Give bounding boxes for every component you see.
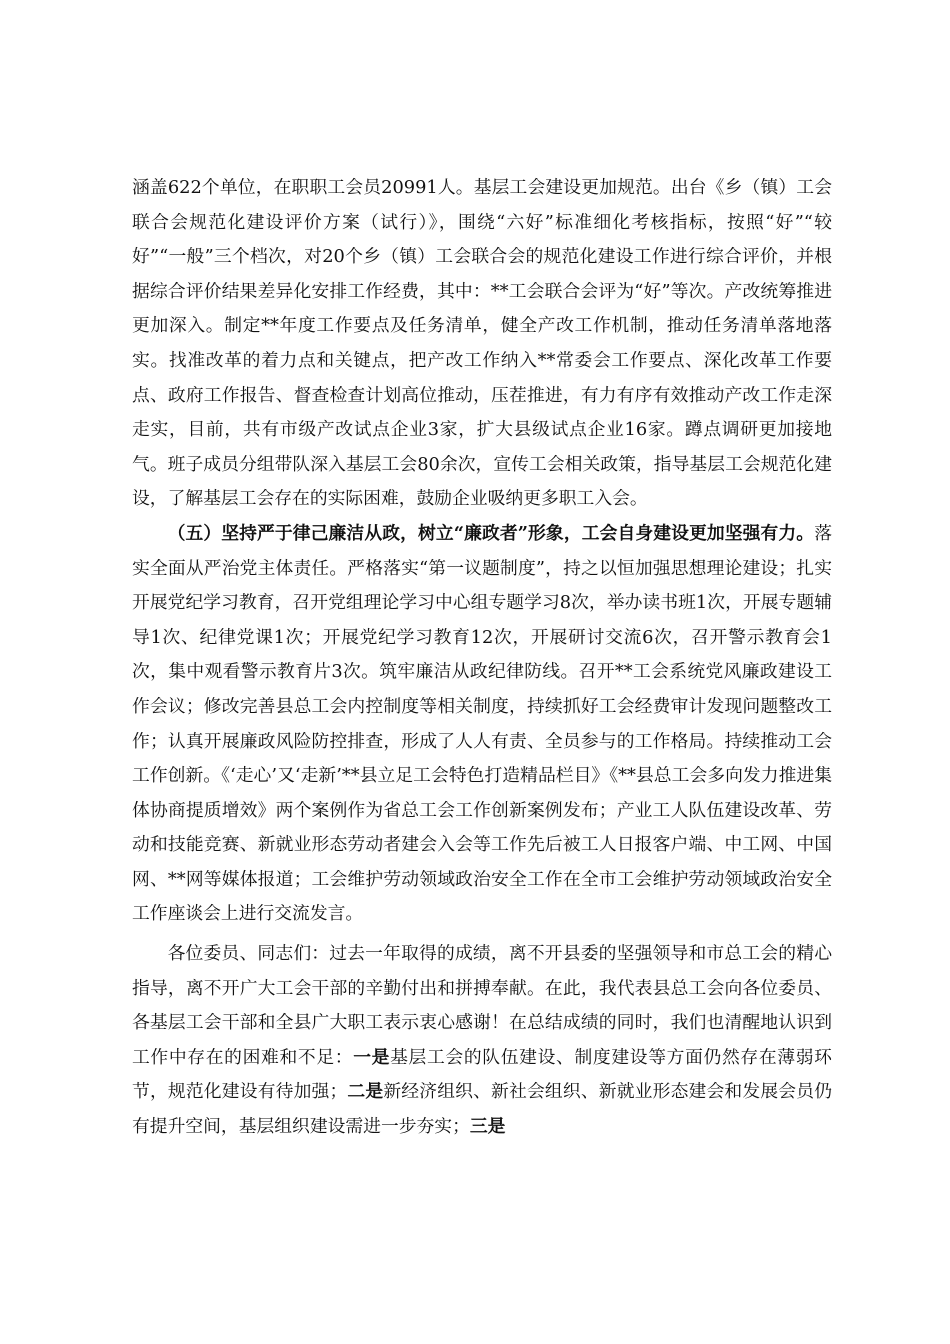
enumeration-marker: 三是 bbox=[469, 1116, 506, 1138]
document-page bbox=[132, 171, 832, 1145]
section-heading: （五）坚持严于律己廉洁从政，树立“廉政者”形象，工会自身建设更加坚强有力。 bbox=[167, 522, 815, 544]
paragraph-grassroots-union bbox=[132, 171, 832, 517]
paragraph-section-five bbox=[132, 517, 832, 932]
enumeration-marker: 一是 bbox=[353, 1046, 391, 1068]
paragraph-text: 各位委员、同志们：过去一年取得的成绩，离不开县委的坚强领导和市总工会的精心指导，离不开广大工会干部的辛勤付出和拼搏奉献。在此，我代表县总工会向各位委员、各基层工会干部和全县广大职工表示衷心感谢！在总结成绩的同时，我们也清醒地认识到工作中存在的困难和不足： bbox=[132, 943, 832, 1068]
paragraph-summary-shortcomings bbox=[132, 937, 832, 1145]
paragraph-text: 落实全面从严治党主体责任。严格落实“第一议题制度”，持之以恒加强思想理论建设；扎实开展党纪学习教育，召开党组理论学习中心组专题学习8次，举办读书班1次，开展专题辅导1次、纪律党课1次；开展党纪学习教育12次，开展研讨交流6次，召开警示教育会1次，集中观看警示教育片3次。筑牢廉洁从政纪律防线。召开**工会系统党风廉政建设工作会议；修改完善县总工会内控制度等相关制度，持续抓好工会经费审计发现问题整改工作；认真开展廉政风险防控排查，形成了人人有责、全员参与的工作格局。持续推动工会工作创新。《‘走心’又‘走新’**县立足工会特色打造精品栏目》《**县总工会多向发力推进集体协商提质增效》两个案例作为省总工会工作创新案例发布；产业工人队伍建设改革、劳动和技能竞赛、新就业形态劳动者建会入会等工作先后被工人日报客户端、中工网、中国网、**网等媒体报道；工会维护劳动领域政治安全工作在全市工会维护劳动领域政治安全工作座谈会上进行交流发言。 bbox=[132, 522, 832, 925]
paragraph-text: 涵盖622个单位，在职职工会员20991人。基层工会建设更加规范。出台《乡（镇）工会联合会规范化建设评价方案（试行）》，围绕“六好”标准细化考核指标，按照“好”“较好”“一般”三个档次，对20个乡（镇）工会联合会的规范化建设工作进行综合评价，并根据综合评价结果差异化安排工作经费，其中：**工会联合会评为“好”等次。产改统筹推进更加深入。制定**年度工作要点及任务清单，健全产改工作机制，推动任务清单落地落实。找准改革的着力点和关键点，把产改工作纳入**常委会工作要点、深化改革工作要点、政府工作报告、督查检查计划高位推动，压茬推进，有力有序有效推动产改工作走深走实，目前，共有市级产改试点企业3家，扩大县级试点企业16家。蹲点调研更加接地气。班子成员分组带队深入基层工会80余次，宣传工会相关政策，指导基层工会规范化建设，了解基层工会存在的实际困难，鼓励企业吸纳更多职工入会。 bbox=[132, 177, 832, 510]
paragraph-text: 新经济组织、新社会组织、新就业形态建会和发展会员仍有提升空间，基层组织建设需进一步夯实； bbox=[132, 1081, 832, 1138]
enumeration-marker: 二是 bbox=[347, 1081, 384, 1103]
paragraph-text: 基层工会的队伍建设、制度建设等方面仍然存在薄弱环节，规范化建设有待加强； bbox=[132, 1046, 832, 1103]
